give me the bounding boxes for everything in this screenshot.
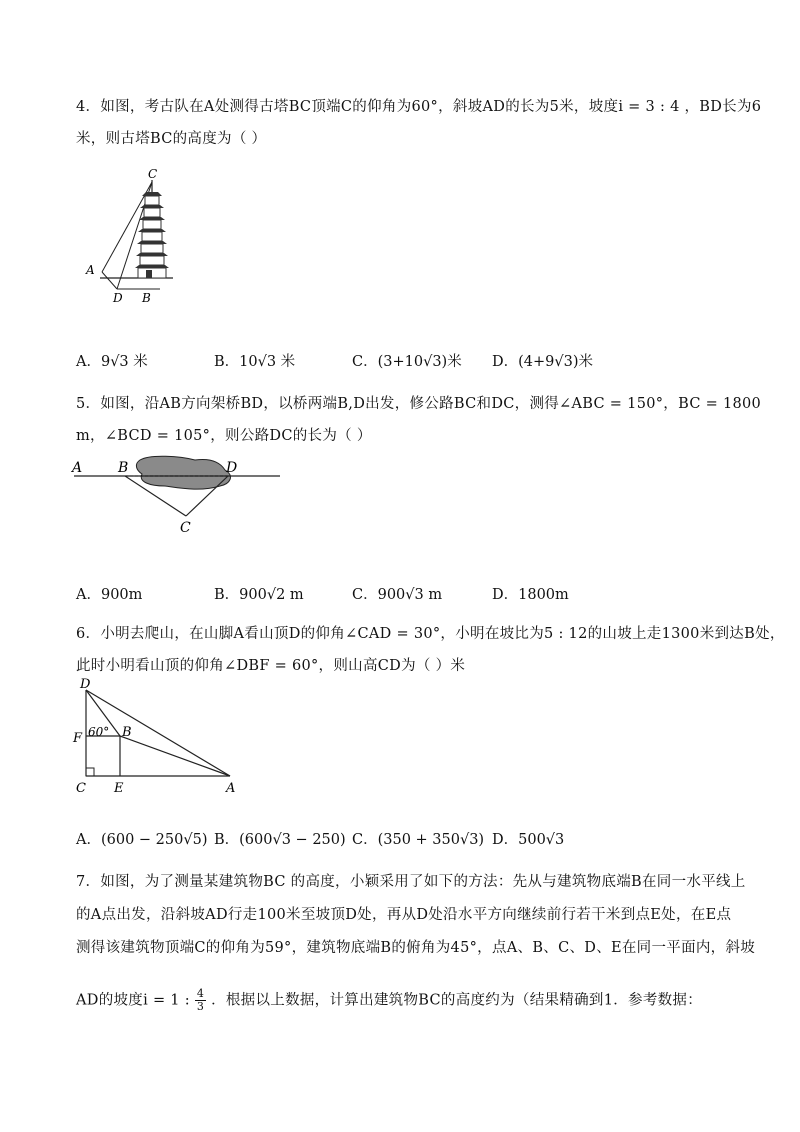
- q5-label-B: B: [118, 460, 129, 476]
- q5-text-line1: 5．如图，沿AB方向架桥BD，以桥两端B,D出发，修公路BC和DC，测得∠ABC = 150°，BC = 1800: [76, 396, 762, 412]
- q5-label-C: C: [180, 520, 191, 536]
- q6-label-F: F: [73, 731, 83, 746]
- q4-label-D: D: [113, 291, 123, 305]
- q7-text-line2: 的A点出发，沿斜坡AD行走100米至坡顶D处，再从D处沿水平方向继续前行若干米到点E处，在E点: [76, 907, 732, 923]
- pagoda-icon: [135, 180, 169, 278]
- q6-option-c: C．(350 + 350√3): [352, 832, 485, 848]
- q4-option-d: D．(4+9√3)米: [492, 354, 594, 370]
- q7-fraction-denominator: 3: [196, 1000, 205, 1013]
- q5-option-b: B．900√2 m: [214, 587, 304, 603]
- q7-fraction-numerator: 4: [196, 987, 205, 1000]
- q5-bridge-figure: [70, 452, 285, 536]
- q6-option-d: D．500√3: [492, 832, 565, 848]
- q6-text-line2: 此时小明看山顶的仰角∠DBF = 60°，则山高CD为（ ）米: [76, 658, 466, 674]
- lake-shape: [136, 456, 230, 489]
- q6-label-angle: 60°: [88, 725, 110, 739]
- q6-option-a: A．(600 − 250√5): [76, 832, 208, 848]
- q6-label-A: A: [226, 781, 236, 796]
- q5-text-line2: m，∠BCD = 105°，则公路DC的长为（ ）: [76, 428, 372, 444]
- q6-label-E: E: [114, 781, 124, 796]
- q7-line4-suffix: ．根据以上数据，计算出建筑物BC的高度约为（结果精确到1．参考数据：: [211, 992, 703, 1009]
- q5-label-D: D: [226, 460, 238, 476]
- q7-text-line4: [76, 988, 702, 1013]
- q4-label-B: B: [142, 291, 151, 305]
- q6-option-b: B．(600√3 − 250): [214, 832, 346, 848]
- q4-label-A: A: [86, 263, 95, 277]
- q4-label-C: C: [148, 168, 158, 181]
- q6-label-B: B: [122, 725, 132, 740]
- q7-slope-fraction: [195, 988, 206, 1013]
- q4-option-a: A．9√3 米: [76, 354, 148, 370]
- q7-line4-prefix: AD的坡度i = 1 :: [76, 992, 190, 1009]
- q5-option-c: C．900√3 m: [352, 587, 443, 603]
- q6-mountain-figure: [70, 676, 250, 798]
- q5-label-A: A: [72, 460, 83, 476]
- q6-label-D: D: [80, 677, 91, 692]
- q4-text-line1: 4．如图，考古队在A处测得古塔BC顶端C的仰角为60°，斜坡AD的长为5米，坡度i = 3 : 4 ，BD长为6: [76, 99, 762, 115]
- q4-pagoda-figure: [80, 168, 190, 306]
- q4-option-b: B．10√3 米: [214, 354, 296, 370]
- q4-text-line2: 米，则古塔BC的高度为（ ）: [76, 131, 267, 147]
- q6-label-C: C: [76, 781, 86, 796]
- q6-text-line1: 6．小明去爬山，在山脚A看山顶D的仰角∠CAD = 30°，小明在坡比为5 : 12的山坡上走1300米到达B处，: [76, 626, 785, 642]
- q5-option-a: A．900m: [76, 587, 143, 603]
- q4-option-c: C．(3+10√3)米: [352, 354, 462, 370]
- q5-option-d: D．1800m: [492, 587, 569, 603]
- q7-text-line3: 测得该建筑物顶端C的仰角为59°，建筑物底端B的俯角为45°，点A、B、C、D、E在同一平面内，斜坡: [76, 940, 756, 956]
- q7-text-line1: 7．如图，为了测量某建筑物BC 的高度，小颖采用了如下的方法：先从与建筑物底端B在同一水平线上: [76, 874, 746, 890]
